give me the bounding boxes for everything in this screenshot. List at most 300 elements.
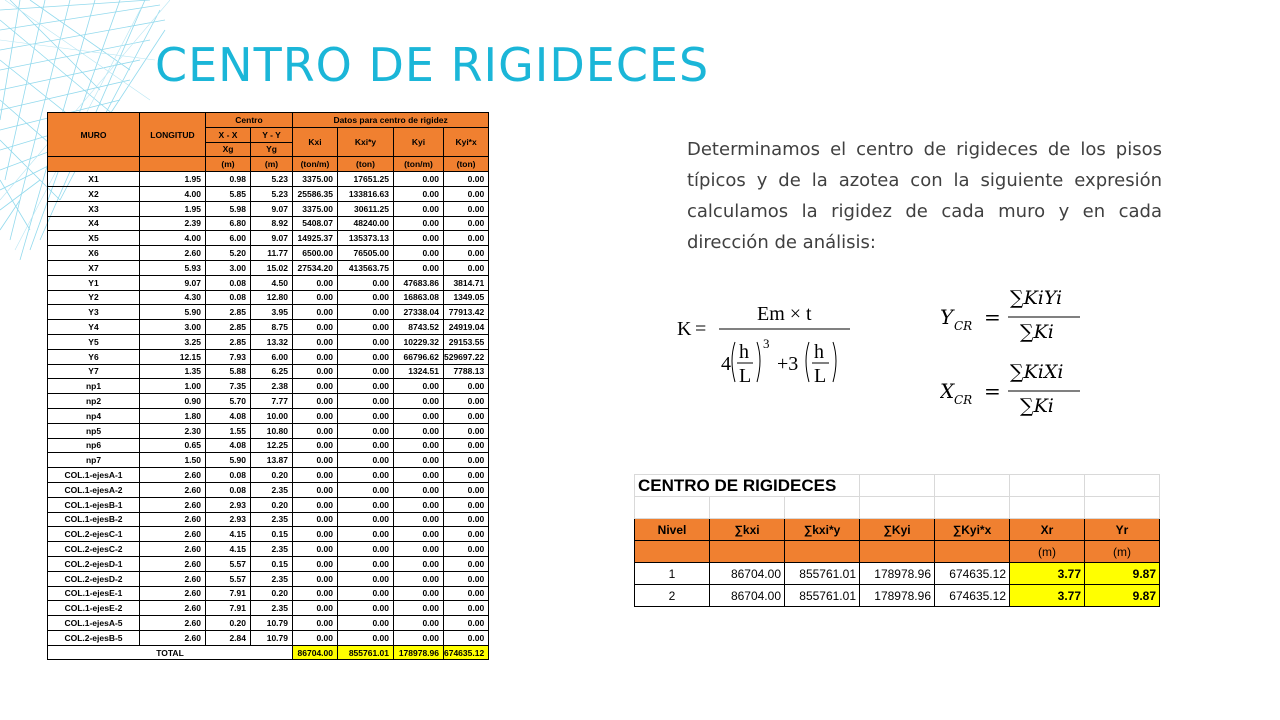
table-cell: Y1 [48,275,140,290]
table-cell: 7.91 [206,601,251,616]
table-cell: 1324.51 [394,364,444,379]
table-cell: 0.00 [394,216,444,231]
eq-y-sub: CR [954,319,973,333]
table-cell: Y2 [48,290,140,305]
table-cell: Y6 [48,349,140,364]
table-cell: 2.35 [251,601,293,616]
table-cell: 7.77 [251,394,293,409]
table-cell: 17651.25 [338,172,394,187]
result-cell: 178978.96 [860,563,935,585]
table-cell: 0.90 [140,394,206,409]
table-cell: 0.00 [444,616,489,631]
table-cell: 2.35 [251,482,293,497]
eq-y-lhs: Y [940,305,954,329]
table-row [48,408,489,423]
table-cell: 3.00 [206,260,251,275]
table-cell: COL.1-ejesB-2 [48,512,140,527]
table-cell: 0.00 [293,601,338,616]
total-label: TOTAL [48,645,293,660]
table-cell: 0.00 [444,601,489,616]
result-empty-row [635,497,1160,519]
table-cell: 0.00 [444,231,489,246]
unit-kyi: (ton/m) [394,157,444,172]
table-row [48,349,489,364]
table-cell: 1.00 [140,379,206,394]
page-title: CENTRO DE RIGIDECES [155,38,710,92]
table-cell: 0.00 [394,630,444,645]
table-cell: 2.60 [140,601,206,616]
table-row [48,334,489,349]
table-cell: 6.00 [206,231,251,246]
table-cell: 76505.00 [338,246,394,261]
table-cell: 9.07 [251,201,293,216]
description-paragraph: Determinamos el centro de rigideces de los pisos típicos y de la azotea con la siguiente expresión calculamos la rigidez de cada muro y en cada dirección de análisis: [687,139,1162,253]
table-cell: 0.00 [394,571,444,586]
table-cell: 0.00 [293,290,338,305]
table-cell: COL.2-ejesD-1 [48,556,140,571]
result-cell: 86704.00 [710,563,785,585]
unit-kxi: (ton/m) [293,157,338,172]
header-longitud: LONGITUD [140,113,206,157]
table-cell: X1 [48,172,140,187]
table-row [48,231,489,246]
table-cell: 6500.00 [293,246,338,261]
table-cell: 0.00 [293,453,338,468]
table-cell: 0.00 [444,497,489,512]
formula-h1: h [739,341,749,363]
table-cell: 0.00 [338,334,394,349]
eq-y-den: ∑Ki [1020,321,1054,343]
table-cell: 5.98 [206,201,251,216]
formula-plus3: +3 [777,353,799,375]
table-cell: np7 [48,453,140,468]
result-cell: 86704.00 [710,585,785,607]
table-cell: 10.79 [251,630,293,645]
table-cell: 2.85 [206,305,251,320]
formula-four: 4 [721,353,731,375]
table-cell: 2.60 [140,512,206,527]
table-cell: 0.00 [394,246,444,261]
table-cell: 0.00 [293,394,338,409]
table-cell: 0.00 [444,216,489,231]
header-datos: Datos para centro de rigidez [293,113,489,128]
result-title-row [635,475,1160,497]
total-kxiy: 855761.01 [338,645,394,660]
table-cell: 5.23 [251,186,293,201]
table-cell: 0.00 [338,586,394,601]
table-cell: 0.00 [338,571,394,586]
table-cell: 9.07 [251,231,293,246]
svg-text:=: = [984,305,1001,329]
table-cell: 0.00 [338,423,394,438]
table-cell: 0.00 [394,497,444,512]
table-cell: 0.00 [444,172,489,187]
table-cell: 27534.20 [293,260,338,275]
table-cell: np1 [48,379,140,394]
table-cell: 2.60 [140,246,206,261]
result-header-kxi: ∑kxi [710,519,785,541]
table-cell: 0.00 [293,586,338,601]
table-cell: 2.60 [140,527,206,542]
table-cell: 3814.71 [444,275,489,290]
table-cell: Y5 [48,334,140,349]
table-cell: 0.00 [338,542,394,557]
result-cell: 1 [635,563,710,585]
table-cell: 0.00 [293,512,338,527]
table-cell: 0.00 [338,349,394,364]
table-cell: 0.00 [444,394,489,409]
table-cell: 4.50 [251,275,293,290]
formula-lhs: K [677,318,692,340]
table-cell: 0.15 [251,556,293,571]
table-cell: 0.00 [444,246,489,261]
table-cell: 5.93 [140,260,206,275]
table-cell: 3.25 [140,334,206,349]
eq-x-den: ∑Ki [1020,395,1054,417]
table-cell: 0.00 [444,571,489,586]
table-cell: COL.2-ejesB-5 [48,630,140,645]
table-cell: Y3 [48,305,140,320]
table-cell: 2.60 [140,556,206,571]
table-row [48,453,489,468]
stiffness-formula [677,300,862,395]
table-cell: 0.00 [293,542,338,557]
table-row [48,512,489,527]
table-cell: COL.1-ejesB-1 [48,497,140,512]
table-cell: 0.15 [251,527,293,542]
table-cell: 0.00 [293,630,338,645]
table-cell: 7.93 [206,349,251,364]
header-muro: MURO [48,113,140,157]
table-cell: 2.35 [251,542,293,557]
table-row [48,616,489,631]
table-cell: 4.00 [140,186,206,201]
table-cell: 5.20 [206,246,251,261]
table-cell: 11.77 [251,246,293,261]
formula-numerator: Em × t [757,303,812,325]
table-row [48,571,489,586]
table-cell: 0.20 [206,616,251,631]
table-cell: 0.00 [338,468,394,483]
table-cell: 1.80 [140,408,206,423]
table-cell: 0.00 [338,438,394,453]
result-cell: 855761.01 [785,563,860,585]
total-kyi: 178978.96 [394,645,444,660]
table-cell: COL.2-ejesC-1 [48,527,140,542]
table-cell: 4.15 [206,527,251,542]
table-cell: 0.00 [338,275,394,290]
table-cell: 0.00 [338,482,394,497]
table-cell: COL.1-ejesE-2 [48,601,140,616]
table-row [48,601,489,616]
table-cell: 0.00 [338,616,394,631]
table-cell: 9.07 [140,275,206,290]
table-cell: 0.00 [338,527,394,542]
table-cell: 0.08 [206,275,251,290]
table-cell: 0.00 [293,468,338,483]
result-header-kxiy: ∑kxi*y [785,519,860,541]
table-cell: 6.80 [206,216,251,231]
table-cell: 0.00 [293,616,338,631]
result-header-kyix: ∑Kyi*x [935,519,1010,541]
table-cell: 6.00 [251,349,293,364]
result-cell: 178978.96 [860,585,935,607]
table-cell: 0.00 [338,556,394,571]
table-cell: 0.20 [251,497,293,512]
table-cell: 5.23 [251,172,293,187]
table-cell: 47683.86 [394,275,444,290]
table-cell: 529697.22 [444,349,489,364]
table-cell: 5.57 [206,556,251,571]
table-cell: 12.15 [140,349,206,364]
header-yg: Yg [251,142,293,157]
svg-text:=: = [984,379,1001,403]
total-kxi: 86704.00 [293,645,338,660]
table-cell: 413563.75 [338,260,394,275]
table-cell: 0.00 [293,482,338,497]
table-cell: 1.35 [140,364,206,379]
table-row [48,438,489,453]
table-cell: 66796.62 [394,349,444,364]
table-cell: 1.50 [140,453,206,468]
table-cell: 0.00 [444,201,489,216]
table-cell: 1349.05 [444,290,489,305]
table-cell: 0.00 [293,497,338,512]
eq-x-sub: CR [954,393,973,407]
table-cell: 13.32 [251,334,293,349]
table-cell: 0.00 [338,512,394,527]
table-cell: 77913.42 [444,305,489,320]
table-cell: 15.02 [251,260,293,275]
table-cell: X2 [48,186,140,201]
header-xg: Xg [206,142,251,157]
table-cell: 8.75 [251,320,293,335]
table-cell: 0.00 [394,468,444,483]
table-cell: np6 [48,438,140,453]
table-cell: np4 [48,408,140,423]
table-cell: 0.00 [444,468,489,483]
table-cell: 1.55 [206,423,251,438]
header-centro: Centro [206,113,293,128]
eq-y-num: ∑KiYi [1010,287,1063,309]
table-cell: COL.1-ejesE-1 [48,586,140,601]
table-cell: 3.95 [251,305,293,320]
table-row [48,394,489,409]
table-cell: 2.60 [140,630,206,645]
table-row [48,527,489,542]
table-cell: 6.25 [251,364,293,379]
table-cell: 0.98 [206,172,251,187]
table-cell: 0.00 [394,260,444,275]
result-header-row [635,519,1160,541]
table-cell: Y4 [48,320,140,335]
table-cell: 0.00 [338,453,394,468]
result-unit-xr: (m) [1010,541,1085,563]
table-cell: 0.00 [394,394,444,409]
table-cell: 0.00 [444,408,489,423]
total-row [48,645,489,660]
table-cell: 4.15 [206,542,251,557]
table-cell: 0.00 [444,379,489,394]
table-cell: 0.00 [293,438,338,453]
table-cell: X4 [48,216,140,231]
table-cell: np2 [48,394,140,409]
table-cell: 0.00 [338,364,394,379]
table-row [48,172,489,187]
table-cell: 2.39 [140,216,206,231]
table-row [48,586,489,601]
table-cell: 0.00 [394,231,444,246]
table-cell: COL.1-ejesA-5 [48,616,140,631]
table-cell: X6 [48,246,140,261]
table-cell: 0.00 [394,527,444,542]
result-unit-yr: (m) [1085,541,1160,563]
table-row [48,482,489,497]
formula-h2: h [814,341,824,363]
table-cell: COL.2-ejesD-2 [48,571,140,586]
table-cell: 1.95 [140,201,206,216]
table-cell: X5 [48,231,140,246]
table-cell: 2.93 [206,512,251,527]
table-row [48,379,489,394]
table-row [48,290,489,305]
table-row [48,246,489,261]
table-cell: 2.38 [251,379,293,394]
table-cell: 0.00 [444,586,489,601]
table-cell: 0.00 [444,482,489,497]
table-cell: 0.00 [444,512,489,527]
result-cell: 3.77 [1010,563,1085,585]
total-kyix: 674635.12 [444,645,489,660]
table-cell: 133816.63 [338,186,394,201]
result-cell: 2 [635,585,710,607]
header-yy: Y - Y [251,127,293,142]
result-cell: 3.77 [1010,585,1085,607]
table-cell: 0.00 [444,260,489,275]
table-cell: 0.00 [394,601,444,616]
header-row-1 [48,113,489,128]
table-row [48,260,489,275]
table-cell: 0.00 [293,320,338,335]
table-row [48,542,489,557]
result-header-kyi: ∑Kyi [860,519,935,541]
table-row [48,216,489,231]
table-row [48,275,489,290]
result-cell: 674635.12 [935,585,1010,607]
table-cell: 2.85 [206,334,251,349]
table-cell: 0.00 [444,556,489,571]
result-units-row [635,541,1160,563]
unit-yg: (m) [251,157,293,172]
table-cell: 0.00 [394,586,444,601]
table-cell: COL.1-ejesA-2 [48,482,140,497]
table-cell: 0.00 [394,423,444,438]
table-cell: 0.00 [293,334,338,349]
centroid-equations [940,278,1090,418]
table-cell: 0.00 [444,423,489,438]
table-cell: 0.00 [444,453,489,468]
table-cell: 4.08 [206,408,251,423]
table-cell: 0.00 [293,305,338,320]
header-kxiy: Kxi*y [338,127,394,157]
table-cell: 0.00 [394,482,444,497]
result-header-nivel: Nivel [635,519,710,541]
table-cell: COL.1-ejesA-1 [48,468,140,483]
result-header-xr: Xr [1010,519,1085,541]
table-cell: COL.2-ejesC-2 [48,542,140,557]
table-cell: 0.00 [394,438,444,453]
table-row [48,556,489,571]
table-cell: 0.00 [394,512,444,527]
table-cell: Y7 [48,364,140,379]
table-cell: 0.00 [338,497,394,512]
result-table-body [635,563,1160,607]
table-row [48,201,489,216]
table-cell: 25586.35 [293,186,338,201]
table-cell: 0.08 [206,290,251,305]
table-cell: X3 [48,201,140,216]
table-cell: 0.65 [140,438,206,453]
table-cell: 0.00 [394,556,444,571]
table-cell: 10.00 [251,408,293,423]
table-cell: 16863.08 [394,290,444,305]
table-cell: 0.20 [251,586,293,601]
table-cell: X7 [48,260,140,275]
table-cell: 10.80 [251,423,293,438]
table-cell: 0.00 [338,320,394,335]
table-cell: 0.00 [444,186,489,201]
formula-l2: L [814,365,827,387]
unit-kyix: (ton) [444,157,489,172]
table-cell: 0.00 [394,201,444,216]
table-cell: 0.00 [293,364,338,379]
table-cell: 5.90 [206,453,251,468]
header-kxi: Kxi [293,127,338,157]
table-cell: 0.00 [394,408,444,423]
table-cell: 0.00 [444,542,489,557]
table-cell: 7788.13 [444,364,489,379]
table-cell: 5.88 [206,364,251,379]
table-cell: 12.25 [251,438,293,453]
result-cell: 855761.01 [785,585,860,607]
table-row [48,423,489,438]
result-table [634,474,1160,607]
table-cell: 0.00 [293,379,338,394]
table-cell: 0.00 [293,349,338,364]
table-cell: 8743.52 [394,320,444,335]
table-cell: 0.00 [394,172,444,187]
table-cell: 30611.25 [338,201,394,216]
unit-kxiy: (ton) [338,157,394,172]
table-cell: 24919.04 [444,320,489,335]
table-cell: 0.08 [206,468,251,483]
table-cell: 0.00 [444,527,489,542]
table-cell: 2.60 [140,482,206,497]
table-cell: 0.00 [394,616,444,631]
table-cell: 5.90 [140,305,206,320]
table-cell: 0.00 [394,186,444,201]
table-cell: 2.93 [206,497,251,512]
table-cell: 29153.55 [444,334,489,349]
table-cell: 0.00 [338,290,394,305]
table-cell: 0.00 [293,571,338,586]
result-row [635,563,1160,585]
table-cell: 3375.00 [293,172,338,187]
table-cell: 1.95 [140,172,206,187]
table-cell: 4.00 [140,231,206,246]
table-row [48,630,489,645]
walls-table-body [48,172,489,646]
